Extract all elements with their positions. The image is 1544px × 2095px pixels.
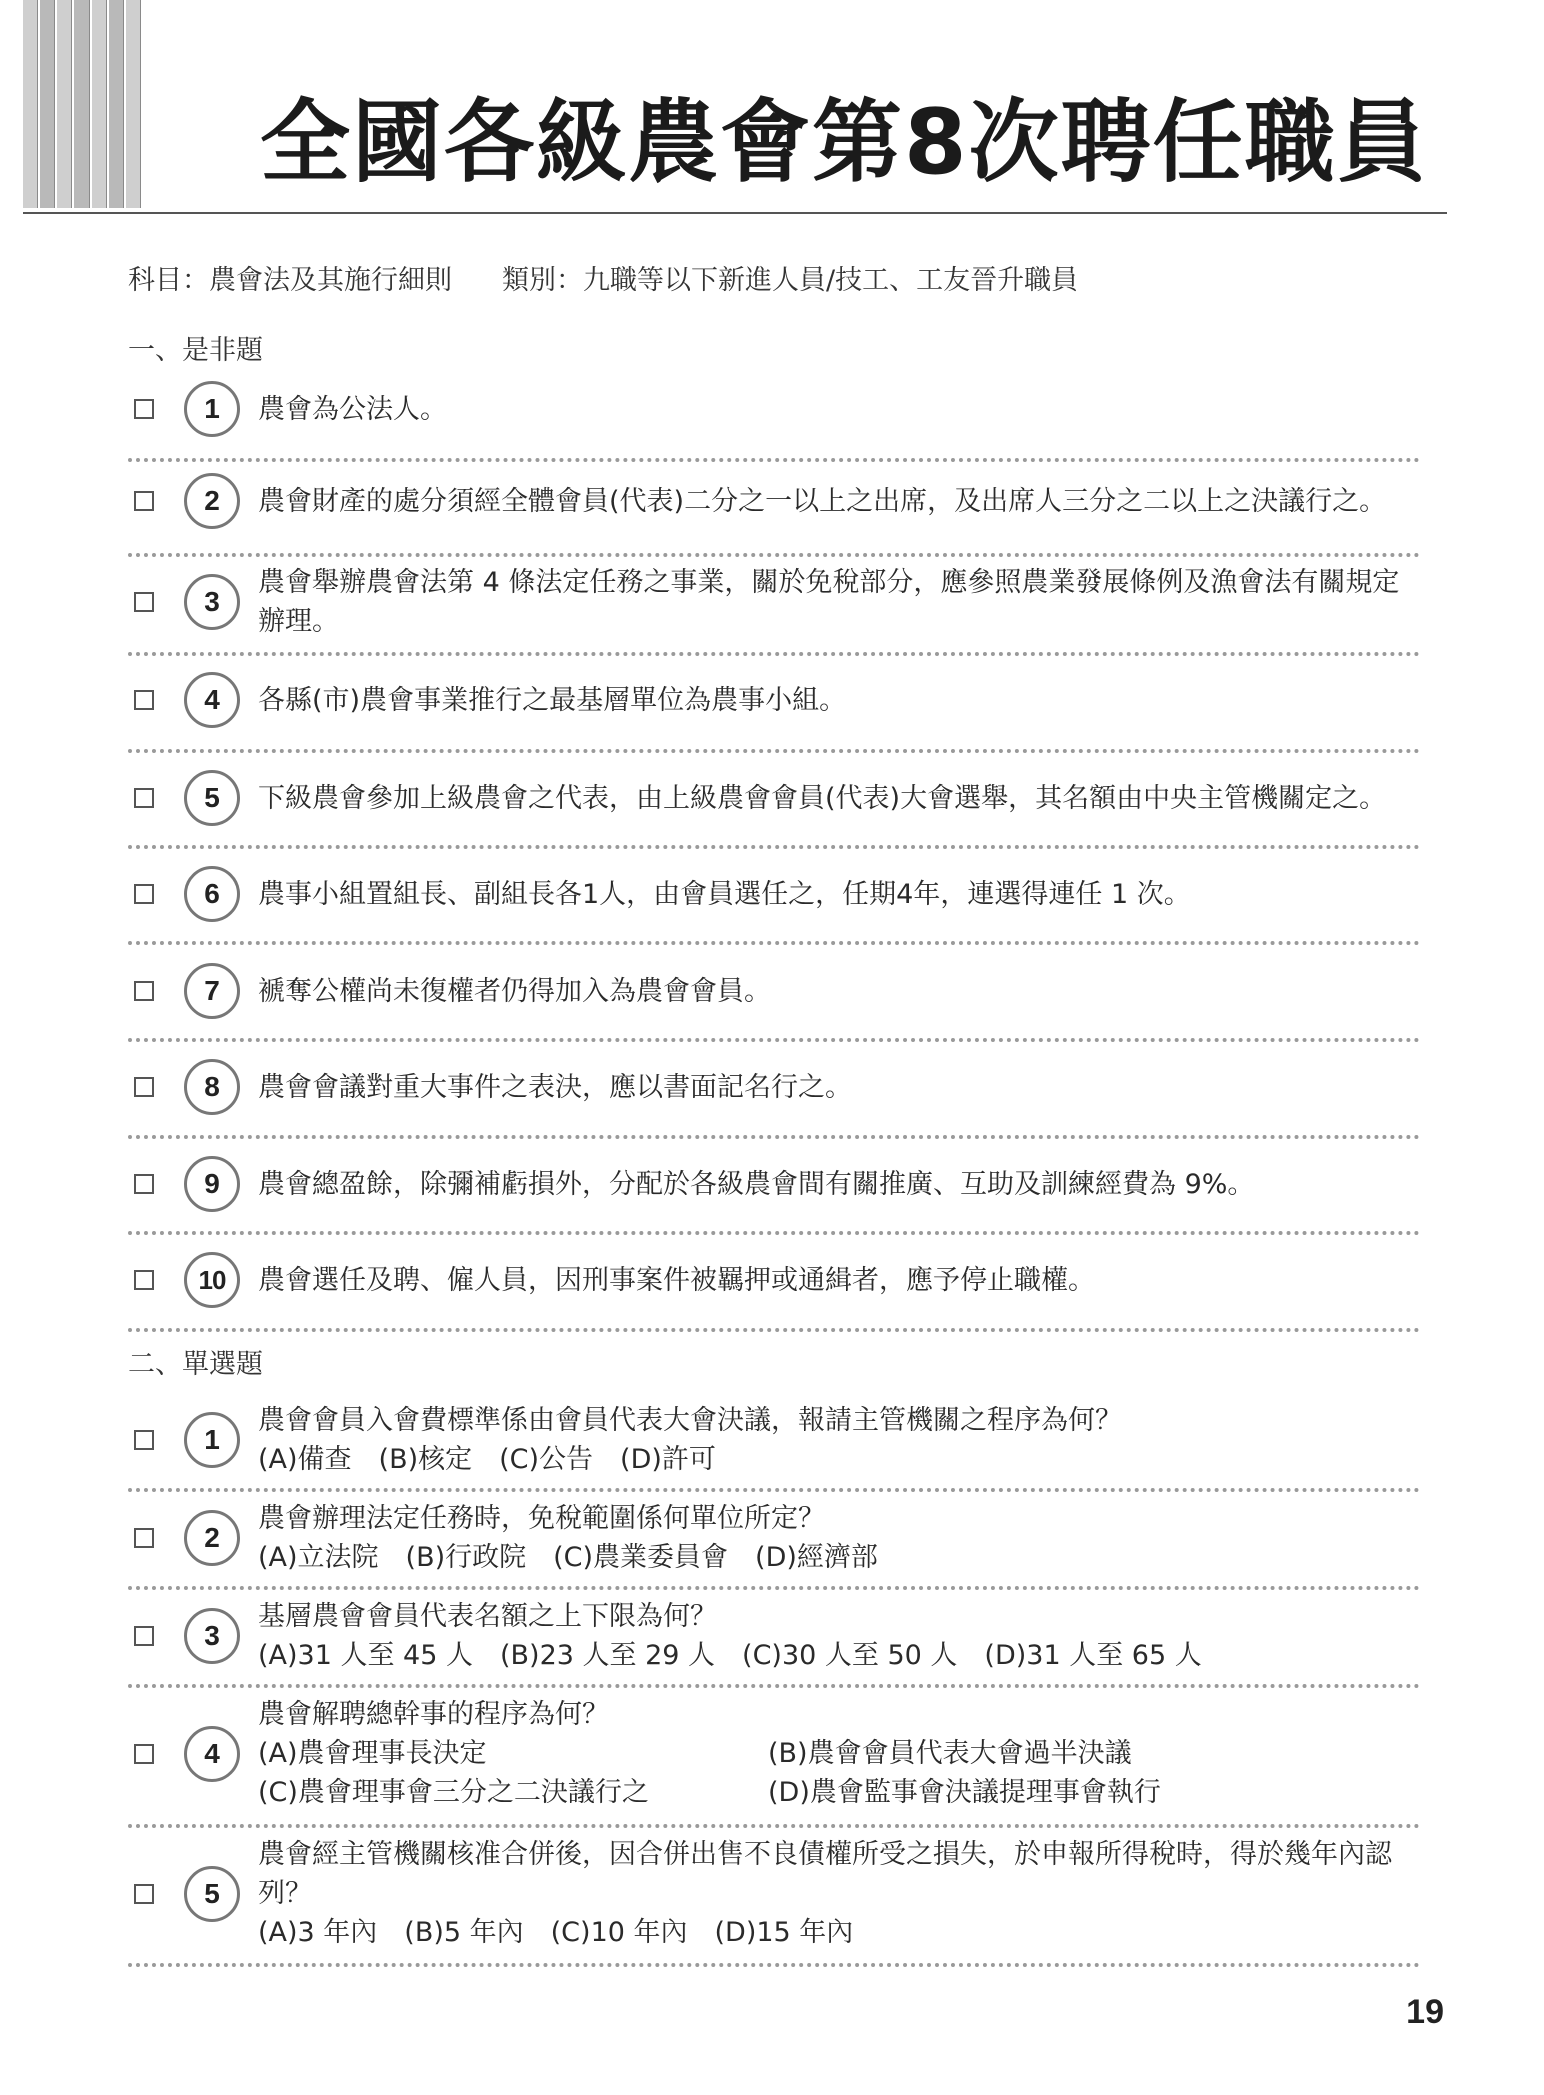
question-number-badge: 3 bbox=[184, 574, 240, 630]
question-text: 農會為公法人。 bbox=[258, 393, 447, 425]
page-number: 19 bbox=[1406, 1993, 1444, 2031]
answer-option: (C)農會理事會三分之二決議行之 bbox=[258, 1777, 649, 1808]
question-row bbox=[128, 1401, 1420, 1479]
question-number-badge: 4 bbox=[184, 1726, 240, 1782]
answer-checkbox[interactable] bbox=[134, 399, 154, 419]
question-text bbox=[258, 1695, 1161, 1812]
dotted-divider bbox=[128, 652, 1420, 656]
question-row bbox=[128, 770, 1420, 826]
dotted-divider bbox=[128, 1038, 1420, 1042]
question-row bbox=[128, 866, 1420, 922]
dotted-divider bbox=[128, 1135, 1420, 1139]
dotted-divider bbox=[128, 845, 1420, 849]
answer-checkbox[interactable] bbox=[134, 981, 154, 1001]
question-text: 農會會議對重大事件之表決，應以書面記名行之。 bbox=[258, 1071, 852, 1103]
answer-options-grid bbox=[258, 1734, 1161, 1812]
dotted-divider bbox=[128, 749, 1420, 753]
answer-options: (A)備查 (B)核定 (C)公告 (D)許可 bbox=[258, 1444, 716, 1475]
dotted-divider bbox=[128, 1963, 1420, 1967]
question-text: 農會選任及聘、僱人員，因刑事案件被羈押或通緝者，應予停止職權。 bbox=[258, 1264, 1095, 1296]
question-row bbox=[128, 563, 1420, 641]
question-row bbox=[128, 1597, 1420, 1675]
answer-checkbox[interactable] bbox=[134, 1626, 154, 1646]
question-stem: 基層農會會員代表名額之上下限為何？ bbox=[258, 1601, 717, 1632]
answer-checkbox[interactable] bbox=[134, 592, 154, 612]
dotted-divider bbox=[128, 1586, 1420, 1590]
answer-checkbox[interactable] bbox=[134, 788, 154, 808]
question-text bbox=[258, 1401, 1122, 1479]
question-number-badge: 1 bbox=[184, 1412, 240, 1468]
header-decoration-stripes bbox=[23, 0, 141, 208]
question-text: 農會總盈餘，除彌補虧損外，分配於各級農會間有關推廣、互助及訓練經費為 9%。 bbox=[258, 1168, 1255, 1200]
question-row bbox=[128, 1499, 1420, 1577]
page-title: 全國各級農會第8次聘任職員 bbox=[260, 90, 1429, 195]
title-rule bbox=[23, 212, 1447, 214]
answer-checkbox[interactable] bbox=[134, 690, 154, 710]
question-number-badge: 4 bbox=[184, 672, 240, 728]
dotted-divider bbox=[128, 1231, 1420, 1235]
answer-checkbox[interactable] bbox=[134, 1270, 154, 1290]
answer-checkbox[interactable] bbox=[134, 1884, 154, 1904]
dotted-divider bbox=[128, 1684, 1420, 1688]
dotted-divider bbox=[128, 941, 1420, 945]
question-text: 農事小組置組長、副組長各1人，由會員選任之，任期4年，連選得連任 1 次。 bbox=[258, 878, 1191, 910]
question-row bbox=[128, 473, 1420, 529]
answer-options: (A)立法院 (B)行政院 (C)農業委員會 (D)經濟部 bbox=[258, 1542, 878, 1573]
dotted-divider bbox=[128, 458, 1420, 462]
subject-label: 科目：農會法及其施行細則 bbox=[128, 265, 452, 296]
question-row bbox=[128, 1695, 1420, 1812]
answer-checkbox[interactable] bbox=[134, 1174, 154, 1194]
answer-checkbox[interactable] bbox=[134, 491, 154, 511]
dotted-divider bbox=[128, 1328, 1420, 1332]
question-number-badge: 2 bbox=[184, 473, 240, 529]
question-number-badge: 10 bbox=[184, 1252, 240, 1308]
dotted-divider bbox=[128, 1488, 1420, 1492]
question-text: 農會財產的處分須經全體會員(代表)二分之一以上之出席，及出席人三分之二以上之決議行之。 bbox=[258, 485, 1387, 517]
question-stem: 農會經主管機關核准合併後，因合併出售不良債權所受之損失，於申報所得稅時，得於幾年內認列？ bbox=[258, 1839, 1392, 1909]
section-heading-single-choice: 二、單選題 bbox=[128, 1349, 263, 1380]
question-row bbox=[128, 381, 1420, 437]
question-text bbox=[258, 1835, 1420, 1952]
question-number-badge: 9 bbox=[184, 1156, 240, 1212]
question-text: 褫奪公權尚未復權者仍得加入為農會會員。 bbox=[258, 975, 771, 1007]
category-label: 類別：九職等以下新進人員/技工、工友晉升職員 bbox=[502, 265, 1079, 296]
question-number-badge: 6 bbox=[184, 866, 240, 922]
answer-options: (A)31 人至 45 人 (B)23 人至 29 人 (C)30 人至 50 人 (D)31 人至 65 人 bbox=[258, 1640, 1202, 1671]
question-text: 農會舉辦農會法第 4 條法定任務之事業，關於免稅部分，應參照農業發展條例及漁會法有關規定辦理。 bbox=[258, 567, 1400, 637]
dotted-divider bbox=[128, 553, 1420, 557]
answer-option: (A)農會理事長決定 bbox=[258, 1738, 487, 1769]
question-row bbox=[128, 1252, 1420, 1308]
answer-options: (A)3 年內 (B)5 年內 (C)10 年內 (D)15 年內 bbox=[258, 1917, 854, 1948]
question-text: 各縣(市)農會事業推行之最基層單位為農事小組。 bbox=[258, 684, 847, 716]
question-number-badge: 7 bbox=[184, 963, 240, 1019]
section-heading-true-false: 一、是非題 bbox=[128, 335, 263, 366]
answer-checkbox[interactable] bbox=[134, 1077, 154, 1097]
exam-meta bbox=[128, 258, 1078, 297]
answer-option: (D)農會監事會決議提理事會執行 bbox=[768, 1777, 1161, 1808]
question-row bbox=[128, 963, 1420, 1019]
question-stem: 農會會員入會費標準係由會員代表大會決議，報請主管機關之程序為何？ bbox=[258, 1405, 1122, 1436]
question-number-badge: 5 bbox=[184, 770, 240, 826]
answer-checkbox[interactable] bbox=[134, 1528, 154, 1548]
question-number-badge: 5 bbox=[184, 1866, 240, 1922]
question-number-badge: 1 bbox=[184, 381, 240, 437]
question-row bbox=[128, 1835, 1420, 1952]
question-text bbox=[258, 1597, 1202, 1675]
question-number-badge: 3 bbox=[184, 1608, 240, 1664]
dotted-divider bbox=[128, 1824, 1420, 1828]
question-row bbox=[128, 672, 1420, 728]
question-row bbox=[128, 1156, 1420, 1212]
question-text bbox=[258, 1499, 878, 1577]
question-text: 下級農會參加上級農會之代表，由上級農會會員(代表)大會選舉，其名額由中央主管機關定之。 bbox=[258, 782, 1387, 814]
question-number-badge: 8 bbox=[184, 1059, 240, 1115]
question-row bbox=[128, 1059, 1420, 1115]
answer-checkbox[interactable] bbox=[134, 1744, 154, 1764]
question-stem: 農會辦理法定任務時，免稅範圍係何單位所定？ bbox=[258, 1503, 825, 1534]
answer-checkbox[interactable] bbox=[134, 1430, 154, 1450]
answer-checkbox[interactable] bbox=[134, 884, 154, 904]
answer-option: (B)農會會員代表大會過半決議 bbox=[768, 1738, 1132, 1769]
question-stem: 農會解聘總幹事的程序為何？ bbox=[258, 1699, 609, 1730]
question-number-badge: 2 bbox=[184, 1510, 240, 1566]
